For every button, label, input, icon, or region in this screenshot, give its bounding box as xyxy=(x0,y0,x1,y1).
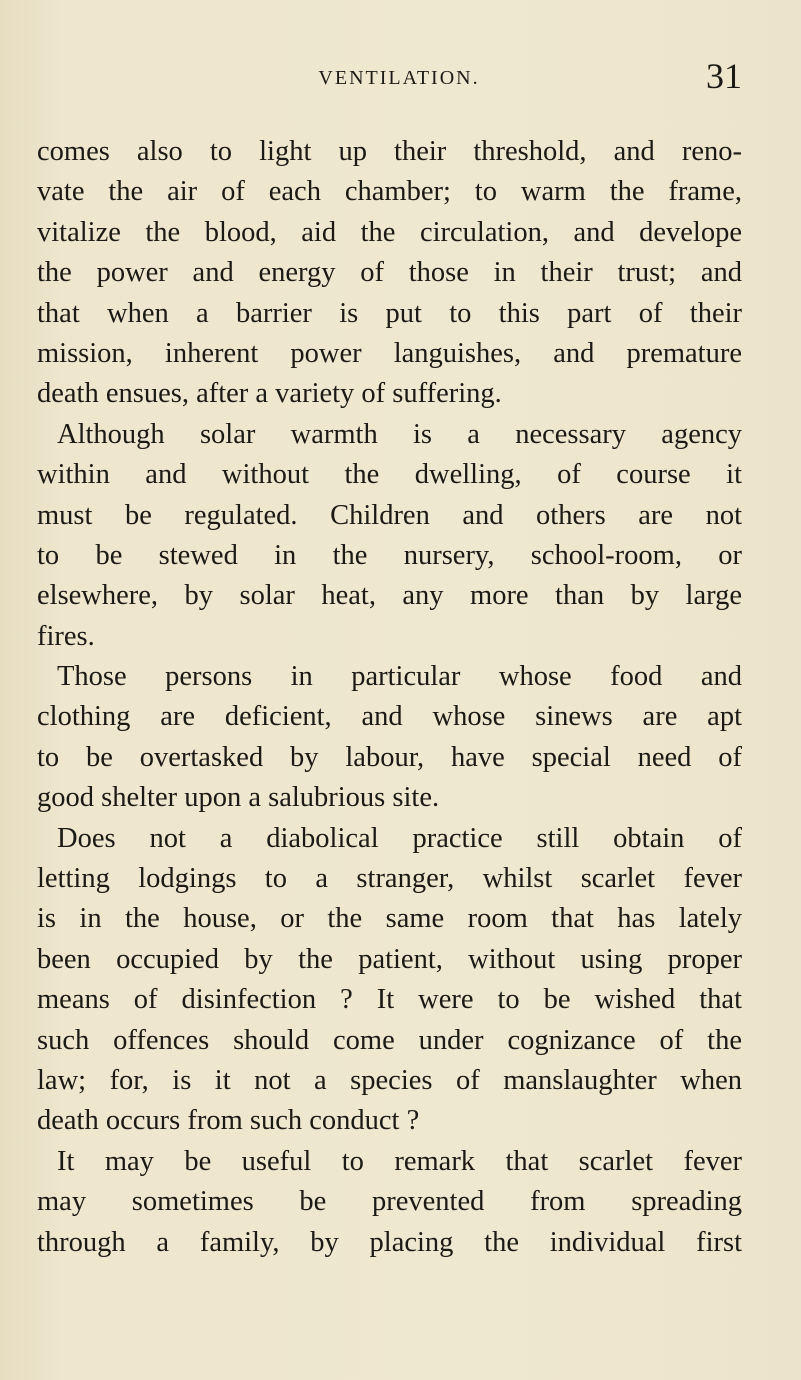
text-line: elsewhere, by solar heat, any more than by large xyxy=(37,580,742,612)
text-line: death ensues, after a variety of suffering. xyxy=(37,378,502,410)
running-head xyxy=(36,56,742,96)
text-line: letting lodgings to a stranger, whilst scarlet fever xyxy=(37,863,742,895)
text-line: law; for, is it not a species of manslaughter when xyxy=(37,1064,742,1096)
text-line: Does not a diabolical practice still obtain of xyxy=(57,822,742,854)
text-line: within and without the dwelling, of course it xyxy=(37,459,742,491)
text-line: Although solar warmth is a necessary agency xyxy=(57,418,742,450)
text-line: vitalize the blood, aid the circulation, and develope xyxy=(37,216,742,248)
text-line: good shelter upon a salubrious site. xyxy=(37,782,440,814)
page-number: 31 xyxy=(706,56,742,96)
text-line: Those persons in particular whose food and xyxy=(57,661,742,693)
text-line: vate the air of each chamber; to warm the frame, xyxy=(37,176,742,208)
text-line: to be stewed in the nursery, school-room, or xyxy=(37,539,742,571)
body-text xyxy=(37,132,742,1263)
text-line: clothing are deficient, and whose sinews are apt xyxy=(37,701,742,733)
text-line: may sometimes be prevented from spreading xyxy=(37,1186,742,1218)
text-line: that when a barrier is put to this part of their xyxy=(37,297,742,329)
text-line: must be regulated. Children and others are not xyxy=(37,499,742,531)
text-line: means of disinfection ? It were to be wished that xyxy=(37,984,742,1016)
text-line: fires. xyxy=(37,620,95,652)
text-line: It may be useful to remark that scarlet fever xyxy=(57,1145,742,1177)
text-line: such offences should come under cognizance of the xyxy=(37,1024,742,1056)
running-title: VENTILATION. xyxy=(318,67,480,89)
text-line: mission, inherent power languishes, and premature xyxy=(37,337,742,369)
text-line: comes also to light up their threshold, and reno- xyxy=(37,136,742,167)
text-line: death occurs from such conduct ? xyxy=(37,1105,420,1137)
text-line: is in the house, or the same room that has lately xyxy=(37,903,742,935)
text-line: to be overtasked by labour, have special need of xyxy=(37,741,742,773)
text-line: the power and energy of those in their trust; and xyxy=(37,257,742,289)
text-line: been occupied by the patient, without using proper xyxy=(37,943,742,975)
text-line: through a family, by placing the individual first xyxy=(37,1226,742,1258)
